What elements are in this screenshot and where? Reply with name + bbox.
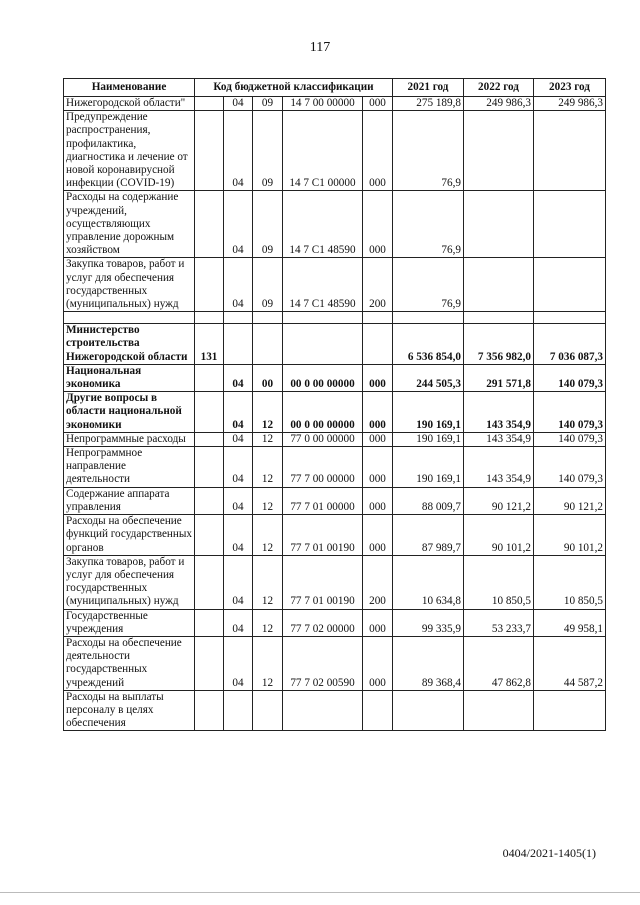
cell-subsection: 12 (253, 392, 283, 433)
cell-target: 00 0 00 00000 (283, 364, 363, 391)
cell-target: 77 7 02 00000 (283, 609, 363, 636)
cell-name: Нижегородской области" (64, 97, 195, 111)
cell-ministry (195, 97, 224, 111)
cell-section: 04 (224, 609, 253, 636)
cell-kind: 000 (363, 364, 393, 391)
cell-2022: 143 354,9 (464, 432, 534, 446)
cell-2021: 99 335,9 (393, 609, 464, 636)
cell-ministry (195, 636, 224, 690)
cell-name: Расходы на содержание учреждений, осуществляющих управление дорожным хозяйством (64, 191, 195, 258)
cell-2023: 10 850,5 (534, 555, 606, 609)
cell-2023 (534, 258, 606, 312)
cell-2022 (464, 258, 534, 312)
cell-section: 04 (224, 97, 253, 111)
cell-section: 04 (224, 636, 253, 690)
cell-kind: 000 (363, 636, 393, 690)
table-row (64, 97, 606, 111)
cell-2022: 143 354,9 (464, 392, 534, 433)
cell-ministry (195, 690, 224, 731)
cell-section (224, 312, 253, 324)
cell-target (283, 324, 363, 365)
cell-2023 (534, 111, 606, 191)
cell-kind: 000 (363, 515, 393, 556)
cell-name: Закупка товаров, работ и услуг для обеспечения государственных (муниципальных) нужд (64, 555, 195, 609)
cell-target: 14 7 00 00000 (283, 97, 363, 111)
cell-kind: 000 (363, 97, 393, 111)
cell-2021: 190 169,1 (393, 392, 464, 433)
cell-ministry (195, 555, 224, 609)
cell-kind: 000 (363, 392, 393, 433)
cell-target: 14 7 C1 48590 (283, 191, 363, 258)
cell-kind (363, 312, 393, 324)
cell-name: Государственные учреждения (64, 609, 195, 636)
cell-2023: 90 121,2 (534, 487, 606, 514)
cell-name: Другие вопросы в области национальной экономики (64, 392, 195, 433)
table-row (64, 364, 606, 391)
cell-subsection: 12 (253, 609, 283, 636)
cell-kind (363, 690, 393, 731)
cell-2023 (534, 191, 606, 258)
cell-ministry (195, 392, 224, 433)
cell-subsection: 09 (253, 258, 283, 312)
cell-name: Расходы на выплаты персоналу в целях обеспечения (64, 690, 195, 731)
cell-2021: 87 989,7 (393, 515, 464, 556)
cell-2022: 90 121,2 (464, 487, 534, 514)
cell-kind: 000 (363, 191, 393, 258)
cell-2021: 10 634,8 (393, 555, 464, 609)
cell-2021: 190 169,1 (393, 432, 464, 446)
cell-name: Расходы на обеспечение функций государственных органов (64, 515, 195, 556)
cell-section (224, 690, 253, 731)
cell-section: 04 (224, 111, 253, 191)
cell-2022: 10 850,5 (464, 555, 534, 609)
cell-2023: 7 036 087,3 (534, 324, 606, 365)
cell-ministry: 131 (195, 324, 224, 365)
cell-section: 04 (224, 364, 253, 391)
cell-name: Непрограммное направление деятельности (64, 447, 195, 488)
cell-2023: 49 958,1 (534, 609, 606, 636)
cell-name: Непрограммные расходы (64, 432, 195, 446)
cell-kind: 000 (363, 447, 393, 488)
cell-name (64, 312, 195, 324)
cell-ministry (195, 364, 224, 391)
cell-2023: 140 079,3 (534, 392, 606, 433)
cell-2022: 90 101,2 (464, 515, 534, 556)
table-row (64, 432, 606, 446)
table-row (64, 111, 606, 191)
cell-section: 04 (224, 555, 253, 609)
cell-target (283, 312, 363, 324)
cell-kind: 000 (363, 432, 393, 446)
cell-2022: 7 356 982,0 (464, 324, 534, 365)
cell-subsection: 09 (253, 191, 283, 258)
table-row (64, 447, 606, 488)
cell-subsection: 00 (253, 364, 283, 391)
cell-section: 04 (224, 432, 253, 446)
table-header-row (64, 79, 606, 97)
cell-2022 (464, 690, 534, 731)
cell-kind: 200 (363, 555, 393, 609)
budget-table (63, 78, 606, 731)
cell-2021: 88 009,7 (393, 487, 464, 514)
cell-2021 (393, 690, 464, 731)
cell-ministry (195, 515, 224, 556)
cell-target: 77 7 01 00190 (283, 515, 363, 556)
table-row (64, 258, 606, 312)
table-row (64, 609, 606, 636)
cell-target: 77 7 01 00000 (283, 487, 363, 514)
cell-2022: 291 571,8 (464, 364, 534, 391)
cell-kind: 200 (363, 258, 393, 312)
cell-target: 14 7 C1 00000 (283, 111, 363, 191)
cell-2023 (534, 690, 606, 731)
cell-2022 (464, 191, 534, 258)
cell-2023: 90 101,2 (534, 515, 606, 556)
cell-subsection (253, 312, 283, 324)
cell-2021: 76,9 (393, 258, 464, 312)
header-2021: 2021 год (393, 79, 464, 97)
cell-section: 04 (224, 392, 253, 433)
cell-kind: 000 (363, 487, 393, 514)
cell-kind: 000 (363, 609, 393, 636)
cell-ministry (195, 487, 224, 514)
header-2022: 2022 год (464, 79, 534, 97)
cell-ministry (195, 258, 224, 312)
cell-subsection: 09 (253, 111, 283, 191)
cell-2021: 190 169,1 (393, 447, 464, 488)
cell-2022: 249 986,3 (464, 97, 534, 111)
cell-2021: 275 189,8 (393, 97, 464, 111)
table-row (64, 515, 606, 556)
cell-name: Министерство строительства Нижегородской области (64, 324, 195, 365)
cell-subsection: 12 (253, 432, 283, 446)
cell-section: 04 (224, 191, 253, 258)
table-row (64, 392, 606, 433)
cell-target: 77 7 02 00590 (283, 636, 363, 690)
table-row (64, 690, 606, 731)
bottom-divider (0, 892, 640, 893)
page-number: 117 (309, 40, 331, 55)
table-row (64, 555, 606, 609)
cell-name: Предупреждение распространения, профилактика, диагностика и лечение от новой коронавирусной инфекции (COVID-19) (64, 111, 195, 191)
cell-ministry (195, 432, 224, 446)
header-code: Код бюджетной классификации (195, 79, 393, 97)
cell-target: 77 7 00 00000 (283, 447, 363, 488)
table-row (64, 636, 606, 690)
table-row (64, 191, 606, 258)
cell-subsection: 12 (253, 515, 283, 556)
header-name: Наименование (64, 79, 195, 97)
cell-ministry (195, 111, 224, 191)
cell-ministry (195, 312, 224, 324)
cell-name: Расходы на обеспечение деятельности государственных учреждений (64, 636, 195, 690)
cell-ministry (195, 191, 224, 258)
cell-name: Национальная экономика (64, 364, 195, 391)
cell-2021 (393, 312, 464, 324)
cell-section: 04 (224, 487, 253, 514)
cell-name: Закупка товаров, работ и услуг для обеспечения государственных (муниципальных) нужд (64, 258, 195, 312)
cell-target: 77 0 00 00000 (283, 432, 363, 446)
cell-subsection: 12 (253, 555, 283, 609)
cell-section: 04 (224, 258, 253, 312)
cell-2021: 76,9 (393, 111, 464, 191)
table-row (64, 324, 606, 365)
cell-target: 00 0 00 00000 (283, 392, 363, 433)
cell-subsection: 12 (253, 447, 283, 488)
cell-2023: 140 079,3 (534, 364, 606, 391)
table-spacer-row (64, 312, 606, 324)
cell-2022: 143 354,9 (464, 447, 534, 488)
cell-section: 04 (224, 515, 253, 556)
cell-kind (363, 324, 393, 365)
cell-2021: 244 505,3 (393, 364, 464, 391)
cell-2023: 140 079,3 (534, 432, 606, 446)
cell-ministry (195, 447, 224, 488)
cell-2023: 140 079,3 (534, 447, 606, 488)
cell-subsection (253, 324, 283, 365)
cell-ministry (195, 609, 224, 636)
cell-2023 (534, 312, 606, 324)
table-body (64, 97, 606, 731)
cell-2021: 76,9 (393, 191, 464, 258)
cell-2022 (464, 312, 534, 324)
cell-target: 14 7 C1 48590 (283, 258, 363, 312)
cell-2022 (464, 111, 534, 191)
cell-subsection: 12 (253, 636, 283, 690)
cell-2021: 89 368,4 (393, 636, 464, 690)
cell-2023: 249 986,3 (534, 97, 606, 111)
cell-subsection: 12 (253, 487, 283, 514)
cell-section: 04 (224, 447, 253, 488)
cell-2022: 47 862,8 (464, 636, 534, 690)
document-code: 0404/2021-1405(1) (502, 846, 596, 860)
cell-subsection: 09 (253, 97, 283, 111)
cell-subsection (253, 690, 283, 731)
cell-2022: 53 233,7 (464, 609, 534, 636)
cell-2023: 44 587,2 (534, 636, 606, 690)
header-2023: 2023 год (534, 79, 606, 97)
cell-kind: 000 (363, 111, 393, 191)
cell-target (283, 690, 363, 731)
cell-name: Содержание аппарата управления (64, 487, 195, 514)
cell-target: 77 7 01 00190 (283, 555, 363, 609)
cell-2021: 6 536 854,0 (393, 324, 464, 365)
cell-section (224, 324, 253, 365)
table-row (64, 487, 606, 514)
